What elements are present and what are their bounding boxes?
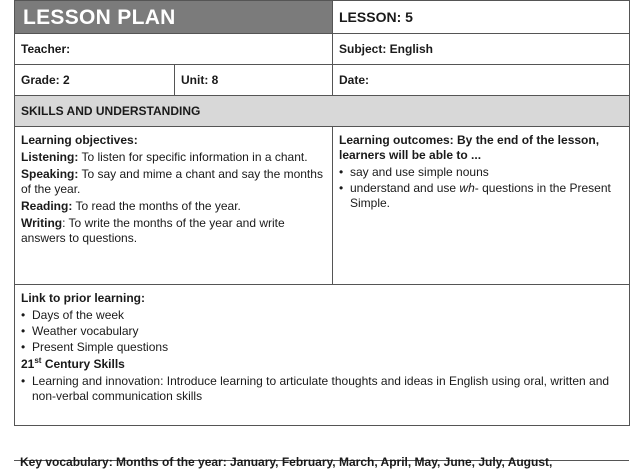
section-heading: SKILLS AND UNDERSTANDING xyxy=(15,96,630,127)
list-item: • understand and use wh- questions in the Present Simple. xyxy=(339,181,623,211)
lesson-plan-table xyxy=(14,0,630,426)
prior-learning-heading: Link to prior learning: xyxy=(21,291,146,305)
list-item: • Days of the week xyxy=(21,308,623,323)
key-vocabulary-cut-off: Key vocabulary: Months of the year: January, February, March, April, May, June, July, August, xyxy=(20,455,553,469)
prior-learning-list xyxy=(21,308,623,355)
grade-field: Grade: 2 xyxy=(15,65,175,96)
objective-speaking: Speaking: To say and mime a chant and say the months of the year. xyxy=(21,167,323,196)
lesson-number: LESSON: 5 xyxy=(333,1,630,34)
list-item: • say and use simple nouns xyxy=(339,165,623,180)
outcomes-list xyxy=(339,165,623,211)
learning-outcomes-heading: Learning outcomes: By the end of the lesson, learners will be able to ... xyxy=(339,133,600,162)
unit-field: Unit: 8 xyxy=(175,65,333,96)
list-item: • Learning and innovation: Introduce learning to articulate thoughts and ideas in English using oral, written and non-verbal communication skills xyxy=(21,374,623,404)
objective-writing: Writing: To write the months of the year and write answers to questions. xyxy=(21,216,285,245)
objective-listening: Listening: To listen for specific information in a chant. xyxy=(21,150,308,164)
prior-learning-cell xyxy=(15,285,630,426)
century-skills-list xyxy=(21,374,623,404)
learning-objectives-heading: Learning objectives: xyxy=(21,133,138,147)
century-skills-heading: 21st Century Skills xyxy=(21,356,125,371)
list-item: • Weather vocabulary xyxy=(21,324,623,339)
lesson-plan-title: LESSON PLAN xyxy=(15,1,333,34)
list-item: • Present Simple questions xyxy=(21,340,623,355)
learning-outcomes-cell xyxy=(333,127,630,285)
date-field: Date: xyxy=(333,65,630,96)
learning-objectives-cell xyxy=(15,127,333,285)
objective-reading: Reading: To read the months of the year. xyxy=(21,199,241,213)
teacher-field: Teacher: xyxy=(15,34,333,65)
subject-field: Subject: English xyxy=(333,34,630,65)
